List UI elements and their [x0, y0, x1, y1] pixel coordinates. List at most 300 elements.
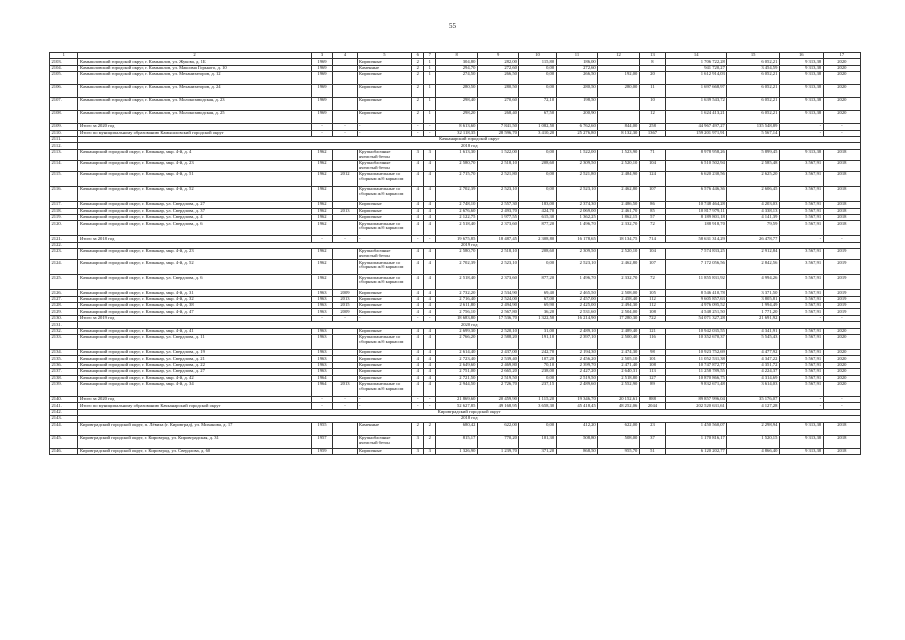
table-cell: 7 574 833,25 — [666, 249, 727, 260]
row-number: 2137. — [50, 369, 78, 375]
row-number: 2132. — [50, 328, 78, 334]
table-cell: 1 450 560,07 — [666, 422, 727, 435]
table-cell: 3 454,59 — [727, 65, 780, 71]
address-cell: Качканарский городской округ, г. Качканар, ул. Свердлова, д. 22 — [78, 362, 311, 368]
table-cell: - — [412, 124, 424, 130]
table-cell: 2 298,94 — [727, 422, 780, 435]
table-cell: 2018 — [823, 172, 860, 187]
address-cell: Качканарский городской округ, г. Качканар, мкр. 4-й, д. 47 — [78, 309, 311, 315]
table-cell: 0,00 — [519, 149, 556, 160]
address-cell: Качканарский городской округ, г. Качканар, мкр. 4-й, д. 38 — [78, 303, 311, 309]
table-cell: 85 — [639, 208, 665, 214]
table-cell: Кирпичные — [357, 202, 412, 208]
table-cell: Кирпичные — [357, 214, 412, 220]
table-cell: 4 — [412, 202, 424, 208]
row-number: 2134. — [50, 349, 78, 355]
table-cell: 198,50 — [556, 98, 598, 111]
row-number: 2112. — [50, 143, 78, 149]
table-cell: Крупнопанельные со сборным ж/б каркасом — [357, 275, 412, 290]
table-cell: 2020 — [823, 375, 860, 381]
table-cell: - — [357, 403, 412, 409]
table-cell: 1962 — [311, 187, 333, 202]
table-cell: 1 — [424, 72, 436, 85]
row-number: 2136. — [50, 362, 78, 368]
table-cell: 4 203,03 — [727, 202, 780, 208]
table-cell: - — [412, 315, 424, 321]
table-cell: 1963 — [311, 296, 333, 302]
table-cell: 101 — [639, 356, 665, 362]
table-cell: 21 869,60 — [436, 396, 478, 402]
table-cell: 2 308,80 — [519, 236, 556, 242]
table-cell: 12 — [639, 111, 665, 124]
table-cell: 2 332,70 — [598, 221, 640, 236]
table-cell: 2020 — [823, 65, 860, 71]
table-cell: 2 521,80 — [477, 172, 519, 187]
table-cell: 4 — [412, 275, 424, 290]
table-cell: 58 631 314,29 — [666, 236, 727, 242]
table-cell: 268,40 — [477, 111, 519, 124]
row-number: 2123. — [50, 249, 78, 260]
table-cell: 4 — [424, 214, 436, 220]
table-cell: 1 239,70 — [477, 448, 519, 454]
table-cell: 2 373,60 — [477, 275, 519, 290]
row-number: 2140. — [50, 396, 78, 402]
table-cell: 2018 — [823, 221, 860, 236]
table-cell: - — [424, 315, 436, 321]
table-cell: 135 548,89 — [727, 124, 780, 130]
address-cell: Качканарский городской округ, г. Качканар, мкр. 4-й, д. 41 — [78, 328, 311, 334]
table-cell: 6 120 202,77 — [666, 448, 727, 454]
table-cell: 45 418,45 — [556, 403, 598, 409]
table-cell: 1963 — [311, 303, 333, 309]
column-number: 14 — [666, 53, 727, 59]
table-cell: 4 — [412, 375, 424, 381]
table-cell: 2 723,40 — [436, 356, 478, 362]
table-cell: 2 676,60 — [436, 208, 478, 214]
table-cell: 5 567,91 — [779, 275, 823, 290]
row-number: 2111. — [50, 136, 78, 142]
table-row — [50, 448, 861, 454]
table-cell: 1 — [424, 98, 436, 111]
table-cell: 2 309,50 — [556, 249, 598, 260]
table-cell: 6 052,21 — [727, 59, 780, 65]
table-cell: 89 857 996,04 — [666, 396, 727, 402]
table-cell: 6 620 230,56 — [666, 172, 727, 187]
table-cell: 2013 — [333, 208, 357, 214]
table-cell: 2 567,80 — [477, 309, 519, 315]
table-cell: 112 — [639, 303, 665, 309]
column-number: 5 — [357, 53, 412, 59]
table-cell: 2013 — [333, 296, 357, 302]
table-cell: Каменные — [357, 65, 412, 71]
table-cell: 1963 — [311, 334, 333, 349]
address-cell: Качканарский городской округ, г. Качканар, мкр. 4-й, д. 52 — [78, 187, 311, 202]
table-cell: - — [357, 396, 412, 402]
row-number: 2121. — [50, 236, 78, 242]
table-cell: 2 — [412, 111, 424, 124]
table-cell: 4 — [424, 369, 436, 375]
table-cell: 5 567,91 — [779, 214, 823, 220]
row-number: 2144. — [50, 422, 78, 435]
table-cell: Крупноблочные ячеистый бетон — [357, 149, 412, 160]
row-number: 2115. — [50, 172, 78, 187]
table-cell: 2 518,10 — [477, 249, 519, 260]
row-number: 2142. — [50, 409, 78, 415]
table-cell: 4 314,69 — [727, 375, 780, 381]
table-cell: 17 536,70 — [477, 315, 519, 321]
table-cell: 4 — [412, 221, 424, 236]
row-number: 2133. — [50, 334, 78, 349]
address-cell: Качканарский городской округ, г. Качканар, ул. Свердлова, д. 37 — [78, 208, 311, 214]
table-row — [50, 160, 861, 171]
table-row — [50, 249, 861, 260]
table-cell: Кирпичные — [357, 349, 412, 355]
table-cell: 6 052,21 — [727, 85, 780, 98]
table-cell: 2 732,20 — [436, 290, 478, 296]
table-cell: 242,70 — [519, 349, 556, 355]
table-cell: 26 478,77 — [727, 236, 780, 242]
table-cell: - — [412, 396, 424, 402]
table-cell: 2 — [412, 98, 424, 111]
table-cell: 0,00 — [519, 187, 556, 202]
table-cell: 2 842,56 — [727, 260, 780, 275]
table-cell: 1 977,55 — [477, 214, 519, 220]
table-cell: 9 832 671,48 — [666, 381, 727, 396]
address-cell: Качканарский городской округ, г. Качканар, мкр. 4-й, д. 52 — [78, 260, 311, 275]
table-cell: 2044 — [639, 403, 665, 409]
table-cell: 2 456,20 — [556, 356, 598, 362]
table-cell: 4 — [412, 381, 424, 396]
row-number: 2139. — [50, 381, 78, 396]
table-cell: 10 817 979,11 — [666, 208, 727, 214]
address-cell: Камышловский городской округ, г. Камышлов, ул. Максима Горького, д. 10 — [78, 65, 311, 71]
table-cell: 2019 — [823, 249, 860, 260]
table-cell: 2 465,50 — [556, 290, 598, 296]
table-cell: 282,00 — [477, 59, 519, 65]
table-cell: Крупнопанельные со сборным ж/б каркасом — [357, 187, 412, 202]
table-cell: 28 596,70 — [477, 130, 519, 136]
table-cell: 0,00 — [519, 422, 556, 435]
table-cell: Крупноблочные ячеистый бетон — [357, 249, 412, 260]
table-cell: 10 — [639, 98, 665, 111]
table-cell: - — [779, 403, 823, 409]
table-cell: - — [311, 403, 333, 409]
table-cell — [333, 249, 357, 260]
table-cell: 1962 — [311, 260, 333, 275]
table-cell: 20 459,90 — [477, 396, 519, 402]
table-cell: 844,00 — [598, 124, 640, 130]
table-cell: 8 978 958,26 — [666, 149, 727, 160]
table-cell: Кирпичные — [357, 290, 412, 296]
table-cell: 2 373,60 — [477, 221, 519, 236]
table-cell: 8 613,60 — [436, 124, 478, 130]
table-cell: 266,50 — [477, 72, 519, 85]
table-cell: Кирпичные — [357, 72, 412, 85]
table-cell: 3 567,91 — [779, 160, 823, 171]
table-cell — [598, 98, 640, 111]
table-cell: 105 — [639, 290, 665, 296]
table-cell: 2009 — [333, 309, 357, 315]
table-cell: 2 — [412, 422, 424, 435]
table-cell: 2 756,10 — [436, 309, 478, 315]
table-cell: 815,17 — [436, 435, 478, 448]
table-cell: Крупнопанельные со сборным ж/б каркасом — [357, 172, 412, 187]
section-title: Кировградский городской округ — [78, 409, 861, 415]
table-cell: 1962 — [311, 172, 333, 187]
address-cell: Качканарский городской округ, г. Качканар, ул. Свердлова, д. 21 — [78, 356, 311, 362]
table-cell: 69,90 — [519, 303, 556, 309]
table-cell: 108 — [639, 362, 665, 368]
table-cell: - — [412, 130, 424, 136]
table-cell: 2 489,10 — [556, 328, 598, 334]
table-cell — [333, 149, 357, 160]
table-cell: 107 — [639, 187, 665, 202]
table-cell: 67,50 — [519, 111, 556, 124]
table-cell — [598, 111, 640, 124]
page-number: 55 — [449, 22, 456, 30]
column-number: 4 — [333, 53, 357, 59]
table-cell: 2 493,70 — [477, 208, 519, 214]
table-cell: 188 918,70 — [666, 221, 727, 236]
table-cell: 20 — [639, 72, 665, 85]
table-cell: 2020 — [823, 72, 860, 85]
table-cell: 5 567,91 — [779, 362, 823, 368]
column-number: 9 — [477, 53, 519, 59]
table-cell: 1964 — [311, 381, 333, 396]
table-cell: Крупнопанельные со сборным ж/б каркасом — [357, 221, 412, 236]
table-cell: 2 640,31 — [598, 369, 640, 375]
table-cell: - — [311, 236, 333, 242]
table-cell — [333, 98, 357, 111]
table-cell: 2020 — [823, 85, 860, 98]
table-row — [50, 422, 861, 435]
row-number: 2126. — [50, 290, 78, 296]
table-cell: 2 494,30 — [598, 303, 640, 309]
table-cell: 2 194,30 — [556, 349, 598, 355]
table-cell: 2018 — [823, 160, 860, 171]
table-cell: 2 494,90 — [477, 303, 519, 309]
table-cell: 4 — [424, 356, 436, 362]
table-cell: 2020 — [823, 98, 860, 111]
table-cell: 0,00 — [519, 260, 556, 275]
table-cell: 2019 — [823, 303, 860, 309]
table-cell: 4 — [412, 369, 424, 375]
table-cell: Кирпичные — [357, 356, 412, 362]
address-cell: Качканарский городской округ, г. Качканар, мкр. 4-й, д. 51 — [78, 172, 311, 187]
table-row — [50, 111, 861, 124]
table-cell: Кирпичные — [357, 208, 412, 214]
table-cell: 0,00 — [519, 85, 556, 98]
row-number: 2138. — [50, 375, 78, 381]
table-cell: 116 — [639, 334, 665, 349]
table-cell: 52 627,85 — [436, 403, 478, 409]
table-cell: 2 552,90 — [598, 381, 640, 396]
table-cell: 3 805,81 — [727, 296, 780, 302]
table-cell: - — [333, 130, 357, 136]
table-cell: - — [779, 124, 823, 130]
table-cell: 2 486,50 — [598, 202, 640, 208]
table-cell: 49 168,95 — [477, 403, 519, 409]
table-cell: 508,80 — [556, 435, 598, 448]
address-cell: Качканарский городской округ, г. Качканар, ул. Свердлова, д. 4 — [78, 214, 311, 220]
table-cell: 304,80 — [436, 59, 478, 65]
table-cell: 4 — [412, 290, 424, 296]
table-cell: 4 — [424, 160, 436, 171]
table-cell: 4 351,72 — [727, 362, 780, 368]
address-cell: Камышловский городской округ, г. Камышлов, ул. Механизаторов, д. 12 — [78, 72, 311, 85]
table-cell: 1963 — [311, 362, 333, 368]
table-cell: 2015 — [333, 303, 357, 309]
row-number: 2122. — [50, 242, 78, 248]
table-cell: 4 — [424, 296, 436, 302]
table-cell: 2 702,39 — [436, 187, 478, 202]
table-cell: 4 — [424, 260, 436, 275]
table-cell: 680,42 — [436, 422, 478, 435]
table-cell: 104 — [639, 249, 665, 260]
table-cell: Крупнопанельные со сборным ж/б каркасом — [357, 260, 412, 275]
table-row — [50, 275, 861, 290]
table-cell: 714 — [639, 236, 665, 242]
table-cell: 770,20 — [477, 435, 519, 448]
table-cell: 3 567,91 — [779, 172, 823, 187]
table-cell: 2 519,50 — [477, 375, 519, 381]
table-cell: 9 313,38 — [779, 98, 823, 111]
table-cell: - — [823, 315, 860, 321]
table-cell: 71 — [639, 149, 665, 160]
row-number: 2145. — [50, 435, 78, 448]
table-cell: 1 — [424, 59, 436, 65]
table-cell: 107 — [639, 260, 665, 275]
table-cell: 2 726,70 — [477, 381, 519, 396]
section-title: Качканарский городской округ — [78, 136, 861, 142]
row-number: 2128. — [50, 303, 78, 309]
table-cell: 1962 — [311, 208, 333, 214]
table-cell: 4 141,39 — [727, 214, 780, 220]
table-cell: 877,20 — [519, 275, 556, 290]
table-cell: 2 557,30 — [477, 202, 519, 208]
table-cell — [333, 187, 357, 202]
address-cell: Камышловский городской округ, г. Камышлов, ул. Жукова, д. 1Б — [78, 59, 311, 65]
table-cell: 4 — [412, 296, 424, 302]
table-cell: 2018 — [823, 208, 860, 214]
address-cell: Качканарский городской округ, г. Качканар, мкр. 4-й, д. 23 — [78, 160, 311, 171]
table-cell: 4 — [424, 172, 436, 187]
table-cell: 280,50 — [477, 85, 519, 98]
table-cell: 8 — [639, 59, 665, 65]
row-number: 2107. — [50, 98, 78, 111]
section-title: 2018 год — [78, 143, 861, 149]
table-cell: 272,60 — [477, 65, 519, 71]
table-cell: - — [357, 315, 412, 321]
table-cell: 2 469,80 — [477, 362, 519, 368]
table-cell: 5 899,45 — [727, 149, 780, 160]
table-cell: 3 — [412, 448, 424, 454]
table-cell: 48 252,06 — [598, 403, 640, 409]
table-cell: - — [333, 403, 357, 409]
table-cell: 2 716,40 — [436, 296, 478, 302]
table-cell: 9 605 857,63 — [666, 296, 727, 302]
table-cell: 2 309,50 — [556, 160, 598, 171]
table-cell: 2 518,10 — [477, 160, 519, 171]
table-row — [50, 72, 861, 85]
table-cell: 4 — [412, 328, 424, 334]
table-cell — [333, 160, 357, 171]
table-cell: 44 967 497,27 — [666, 124, 727, 130]
table-cell: 72,10 — [519, 98, 556, 111]
table-cell: - — [424, 236, 436, 242]
table-cell: 70,10 — [519, 362, 556, 368]
table-cell: 258 — [639, 124, 665, 130]
table-cell: 108 — [639, 309, 665, 315]
table-cell: 1957 — [311, 435, 333, 448]
table-cell: 208,60 — [519, 160, 556, 171]
table-cell: 622,00 — [598, 422, 640, 435]
table-cell: 2 751,00 — [436, 369, 478, 375]
table-cell: 1969 — [311, 65, 333, 71]
table-cell: 5 567,91 — [779, 208, 823, 214]
table-cell: 4 994,26 — [727, 275, 780, 290]
table-cell: 4 — [424, 208, 436, 214]
table-cell: 4 — [424, 375, 436, 381]
table-cell: 877,20 — [519, 221, 556, 236]
table-cell: - — [311, 315, 333, 321]
table-cell: 2018 — [823, 202, 860, 208]
table-cell: 2019 — [823, 296, 860, 302]
table-cell: 4 — [412, 356, 424, 362]
row-number: 2146. — [50, 448, 78, 454]
table-cell: 2020 — [823, 59, 860, 65]
row-number: 2113. — [50, 149, 78, 160]
table-cell: 1959 — [311, 448, 333, 454]
table-cell: - — [424, 130, 436, 136]
table-cell: - — [424, 403, 436, 409]
table-cell: 19 346,70 — [556, 396, 598, 402]
table-cell: 2 427,20 — [556, 369, 598, 375]
table-cell: 2 518,40 — [436, 221, 478, 236]
table-cell — [333, 275, 357, 290]
column-number: 11 — [556, 53, 598, 59]
table-cell: 1 — [424, 85, 436, 98]
table-cell: 1964 — [311, 375, 333, 381]
table-cell: 31,00 — [519, 328, 556, 334]
table-cell: 9 313,38 — [779, 72, 823, 85]
table-cell: 2 523,10 — [556, 187, 598, 202]
table-cell: 5 567,91 — [779, 369, 823, 375]
table-cell: 5 567,91 — [779, 381, 823, 396]
table-cell: 98 — [639, 349, 665, 355]
table-row — [50, 435, 861, 448]
table-row — [50, 187, 861, 202]
table-cell: 1 522,00 — [556, 149, 598, 160]
table-cell: 5 545,43 — [727, 334, 780, 349]
table-cell: 9 313,38 — [779, 435, 823, 448]
table-cell: 186,00 — [556, 59, 598, 65]
table-cell: 2 457,00 — [556, 296, 598, 302]
section-title: 2019 год — [78, 242, 861, 248]
table-cell: 4 — [424, 275, 436, 290]
table-cell: 2020 — [823, 111, 860, 124]
table-cell: 2 519,50 — [556, 375, 598, 381]
table-cell: 19 675,85 — [436, 236, 478, 242]
table-cell: 2 458,40 — [598, 296, 640, 302]
table-cell: 1 624 413,21 — [666, 111, 727, 124]
table-cell: 4 — [412, 349, 424, 355]
table-cell: 1 326,90 — [436, 448, 478, 454]
table-cell: 9 313,38 — [779, 85, 823, 98]
table-cell: 16 178,65 — [556, 236, 598, 242]
table-cell: Крупноблочные ячеистый бетон — [357, 435, 412, 448]
table-cell: 2 — [412, 65, 424, 71]
